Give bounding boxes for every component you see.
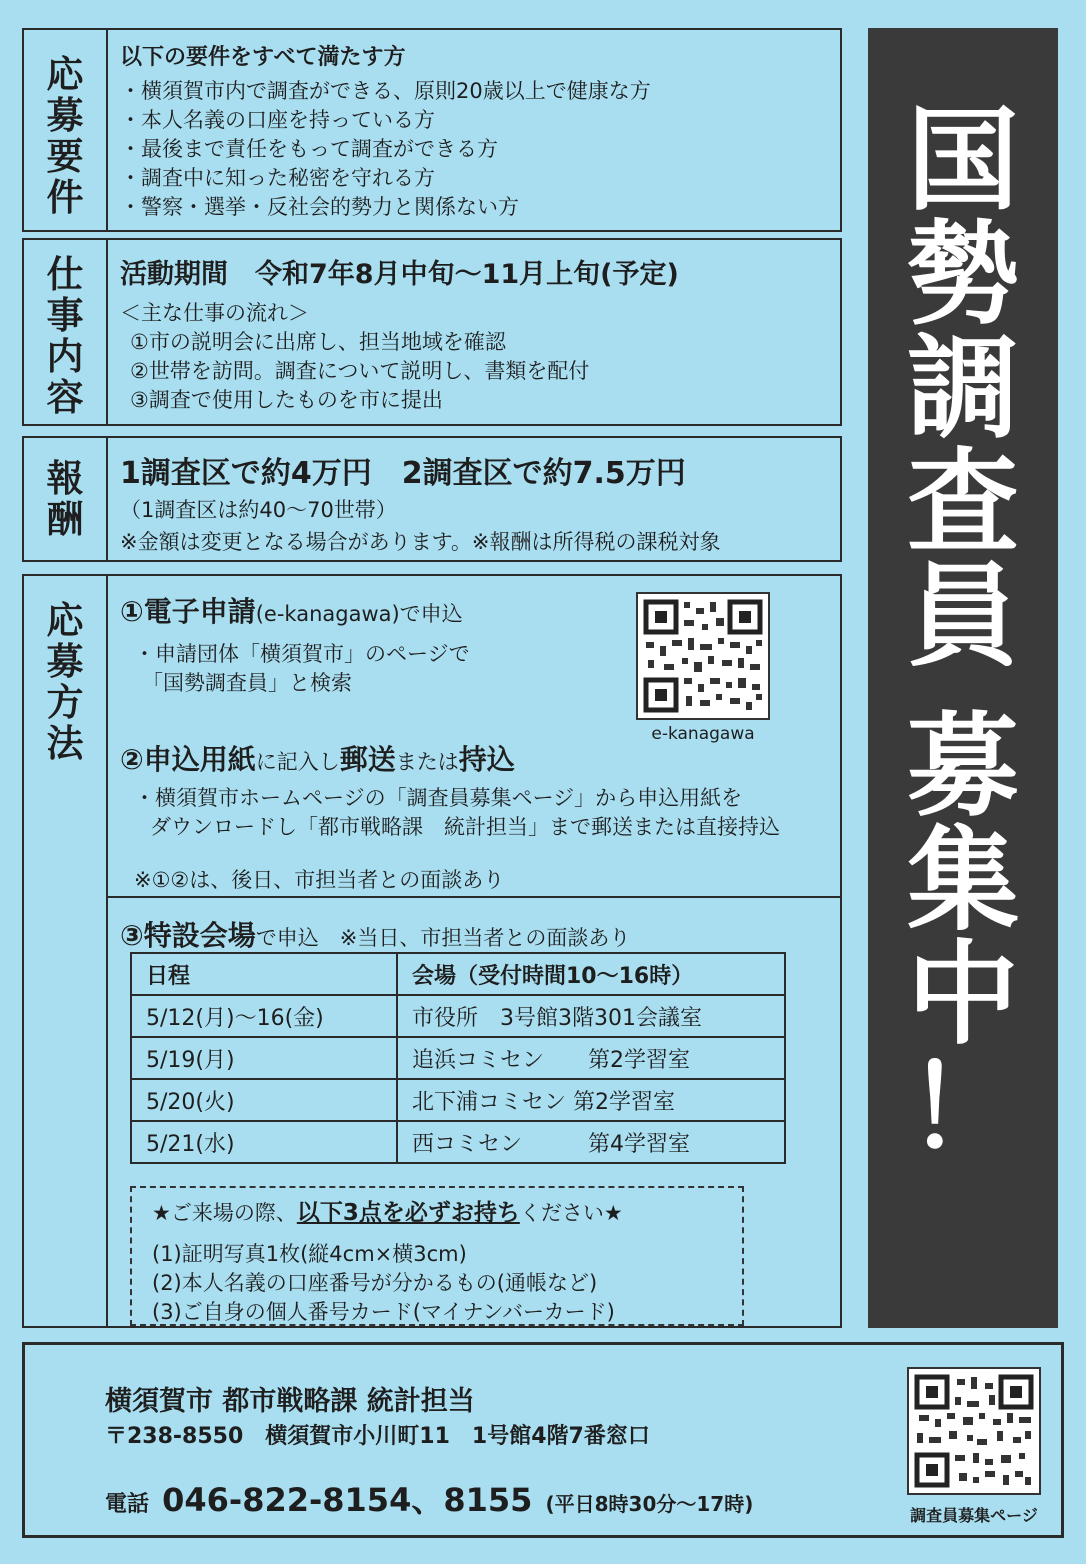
banner-char: 員 xyxy=(907,552,1019,682)
bring-item: (3)ご自身の個人番号カード(マイナンバーカード) xyxy=(152,1300,615,1324)
contact-section xyxy=(22,1342,1064,1538)
qr2-caption: 調査員募集ページ xyxy=(910,1506,1038,1525)
table-row xyxy=(131,1121,785,1163)
table-cell-date: 5/19(月) xyxy=(131,1037,397,1079)
requirements-heading: 以下の要件をすべて満たす方 xyxy=(120,45,406,70)
method2-line: ・横須賀市ホームページの「調査員募集ページ」から申込用紙を xyxy=(134,786,743,810)
banner-char: 査 xyxy=(907,438,1019,568)
pay-section xyxy=(22,436,842,562)
table-cell-venue: 北下浦コミセン 第2学習室 xyxy=(397,1079,785,1121)
table-row xyxy=(131,1079,785,1121)
pay-note: ※金額は変更となる場合があります。※報酬は所得税の課税対象 xyxy=(120,530,721,554)
requirement-item: ・最後まで責任をもって調査ができる方 xyxy=(120,137,498,161)
bring-items-heading: ★ご来場の際、以下3点を必ずお持ちください★ xyxy=(152,1200,623,1226)
phone-number[interactable]: 046-822-8154、8155 xyxy=(162,1481,533,1519)
method2-title: ②申込用紙に記入し郵送または持込 xyxy=(120,743,515,776)
requirement-item: ・横須賀市内で調査ができる、原則20歳以上で健康な方 xyxy=(120,79,651,103)
qr-code-icon xyxy=(638,594,768,718)
banner-char: 国 xyxy=(907,96,1019,226)
job-flow-title: ＜主な仕事の流れ＞ xyxy=(120,301,309,325)
job-step: ②世帯を訪問。調査について説明し、書類を配付 xyxy=(130,359,590,383)
table-cell-venue: 西コミセン 第4学習室 xyxy=(397,1121,785,1163)
table-cell-date: 5/12(月)～16(金) xyxy=(131,995,397,1037)
job-label: 仕 事 内 容 xyxy=(24,240,108,424)
method1-line: ・申請団体「横須賀市」のページで xyxy=(134,642,470,666)
bring-item: (1)証明写真1枚(縦4cm×横3cm) xyxy=(152,1242,467,1266)
requirement-item: ・警察・選挙・反社会的勢力と関係ない方 xyxy=(120,195,519,219)
banner-char: 勢 xyxy=(907,210,1019,340)
table-cell-date: 5/21(水) xyxy=(131,1121,397,1163)
method3-title: ③特設会場で申込 ※当日、市担当者との面談あり xyxy=(120,919,631,952)
method2-line: ダウンロードし「都市戦略課 統計担当」まで郵送または直接持込 xyxy=(150,815,780,839)
contact-phone: 電話 046-822-8154、8155 (平日8時30分～17時) xyxy=(105,1481,754,1519)
recruitment-banner xyxy=(868,28,1058,1328)
e-kanagawa-qr-code[interactable] xyxy=(636,592,770,720)
banner-char: 募 xyxy=(907,702,1019,832)
pay-label: 報 酬 xyxy=(24,438,108,560)
venue-schedule-table xyxy=(130,952,786,1164)
banner-char: 集 xyxy=(907,816,1019,946)
pay-households: （1調査区は約40～70世帯） xyxy=(120,498,397,522)
table-row xyxy=(131,1037,785,1079)
recruitment-page-qr-code[interactable] xyxy=(907,1367,1041,1495)
contact-org: 横須賀市 都市戦略課 統計担当 xyxy=(105,1386,475,1417)
activity-period: 活動期間 令和7年8月中旬～11月上旬(予定) xyxy=(120,259,679,290)
banner-char: 調 xyxy=(907,324,1019,454)
requirements-section xyxy=(22,28,842,232)
qr1-caption: e-kanagawa xyxy=(651,724,755,744)
table-cell-venue: 市役所 3号館3階301会議室 xyxy=(397,995,785,1037)
table-cell-venue: 追浜コミセン 第2学習室 xyxy=(397,1037,785,1079)
apply-divider xyxy=(106,896,840,898)
job-step: ①市の説明会に出席し、担当地域を確認 xyxy=(130,330,506,354)
requirement-item: ・本人名義の口座を持っている方 xyxy=(120,108,435,132)
method1-title: ①電子申請(e-kanagawa)で申込 xyxy=(120,595,463,628)
table-cell-date: 5/20(火) xyxy=(131,1079,397,1121)
table-header-row xyxy=(131,953,785,995)
method1-line: 「国勢調査員」と検索 xyxy=(142,671,352,695)
apply-section xyxy=(22,574,842,1328)
requirement-item: ・調査中に知った秘密を守れる方 xyxy=(120,166,435,190)
table-row xyxy=(131,995,785,1037)
pay-amount: 1調査区で約4万円 2調査区で約7.5万円 xyxy=(120,456,686,491)
table-header-cell: 会場（受付時間10～16時） xyxy=(397,953,785,995)
requirements-label: 応 募 要 件 xyxy=(24,30,108,230)
table-header-cell: 日程 xyxy=(131,953,397,995)
banner-char: ！ xyxy=(907,1044,1019,1174)
banner-char: 中 xyxy=(907,930,1019,1060)
job-step: ③調査で使用したものを市に提出 xyxy=(130,388,443,412)
method12-note: ※①②は、後日、市担当者との面談あり xyxy=(134,868,505,892)
bring-items-box xyxy=(130,1186,744,1326)
bring-item: (2)本人名義の口座番号が分かるもの(通帳など) xyxy=(152,1271,598,1295)
job-section xyxy=(22,238,842,426)
qr-code-icon xyxy=(909,1369,1039,1493)
apply-label: 応 募 方 法 xyxy=(24,576,108,1326)
contact-address: 〒238-8550 横須賀市小川町11 1号館4階7番窓口 xyxy=(105,1424,650,1449)
